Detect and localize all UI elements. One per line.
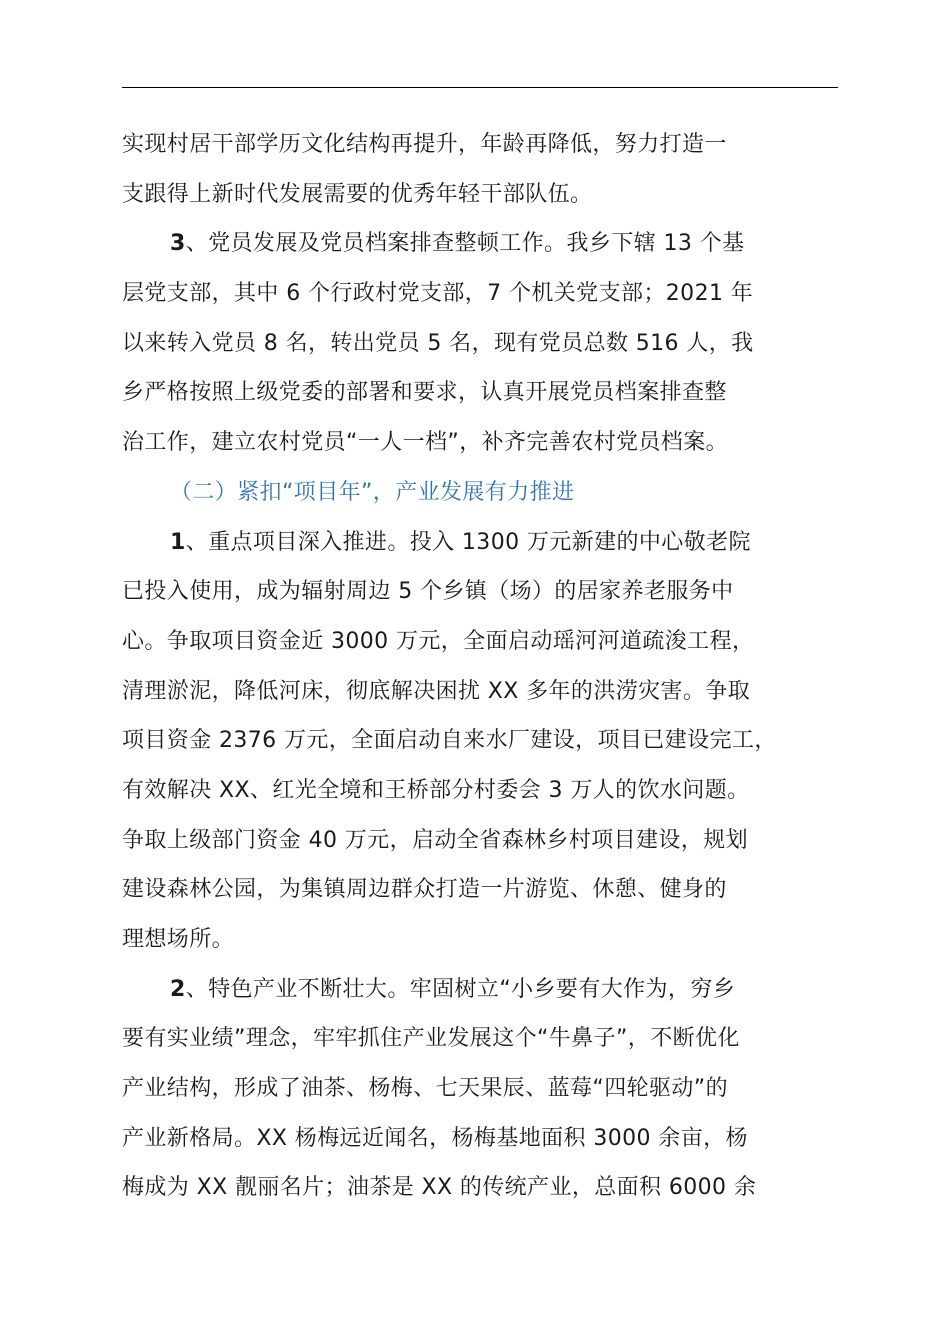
item-number: 3	[170, 231, 186, 257]
item-text: 、特色产业不断壮大。牢固树立“小乡要有大作为，穷乡	[185, 976, 736, 1002]
section-heading: （二）紧扣“项目年”，产业发展有力推进	[170, 479, 575, 505]
numbered-paragraph-start	[122, 219, 840, 269]
text-line: 有效解决 XX、红光全境和王桥部分村委会 3 万人的饮水问题。	[122, 777, 750, 803]
document-body	[122, 120, 840, 1213]
text-line: 理想场所。	[122, 927, 235, 952]
numbered-paragraph-start	[122, 965, 840, 1015]
text-line: 要有实业绩”理念，牢牢抓住产业发展这个“牛鼻子”，不断优化	[122, 1026, 740, 1052]
text-line: 争取上级部门资金 40 万元，启动全省森林乡村项目建设，规划	[122, 827, 748, 853]
item-number: 1	[170, 529, 186, 555]
text-line: 以来转入党员 8 名，转出党员 5 名，现有党员总数 516 人，我	[122, 330, 754, 356]
text-line: 已投入使用，成为辐射周边 5 个乡镇（场）的居家养老服务中	[122, 579, 734, 605]
text-line: 层党支部，其中 6 个行政村党支部，7 个机关党支部；2021 年	[122, 281, 754, 307]
item-text: 、党员发展及党员档案排查整顿工作。我乡下辖 13 个基	[185, 231, 745, 257]
text-line: 治工作，建立农村党员“一人一档”，补齐完善农村党员档案。	[122, 430, 728, 456]
text-line: 乡严格按照上级党委的部署和要求，认真开展党员档案排查整	[122, 380, 727, 406]
item-number: 2	[170, 976, 186, 1002]
text-line: 支跟得上新时代发展需要的优秀年轻干部队伍。	[122, 181, 593, 207]
text-line: 心。争取项目资金近 3000 万元，全面启动瑶河河道疏浚工程，	[122, 628, 755, 654]
text-line: 建设森林公园，为集镇周边群众打造一片游览、休憩、健身的	[122, 877, 727, 903]
item-text: 、重点项目深入推进。投入 1300 万元新建的中心敬老院	[185, 529, 751, 555]
text-line: 产业新格局。XX 杨梅远近闻名，杨梅基地面积 3000 余亩，杨	[122, 1125, 748, 1151]
text-line: 产业结构，形成了油茶、杨梅、七天果辰、蓝莓“四轮驱动”的	[122, 1076, 728, 1102]
header-rule	[122, 87, 838, 88]
text-line: 梅成为 XX 靓丽名片；油茶是 XX 的传统产业，总面积 6000 余	[122, 1175, 757, 1201]
text-line: 实现村居干部学历文化结构再提升，年龄再降低，努力打造一	[122, 132, 727, 157]
text-line: 清理淤泥，降低河床，彻底解决困扰 XX 多年的洪涝灾害。争取	[122, 678, 751, 704]
numbered-paragraph-start	[122, 518, 840, 568]
text-line: 项目资金 2376 万元，全面启动自来水厂建设，项目已建设完工，	[122, 728, 777, 754]
